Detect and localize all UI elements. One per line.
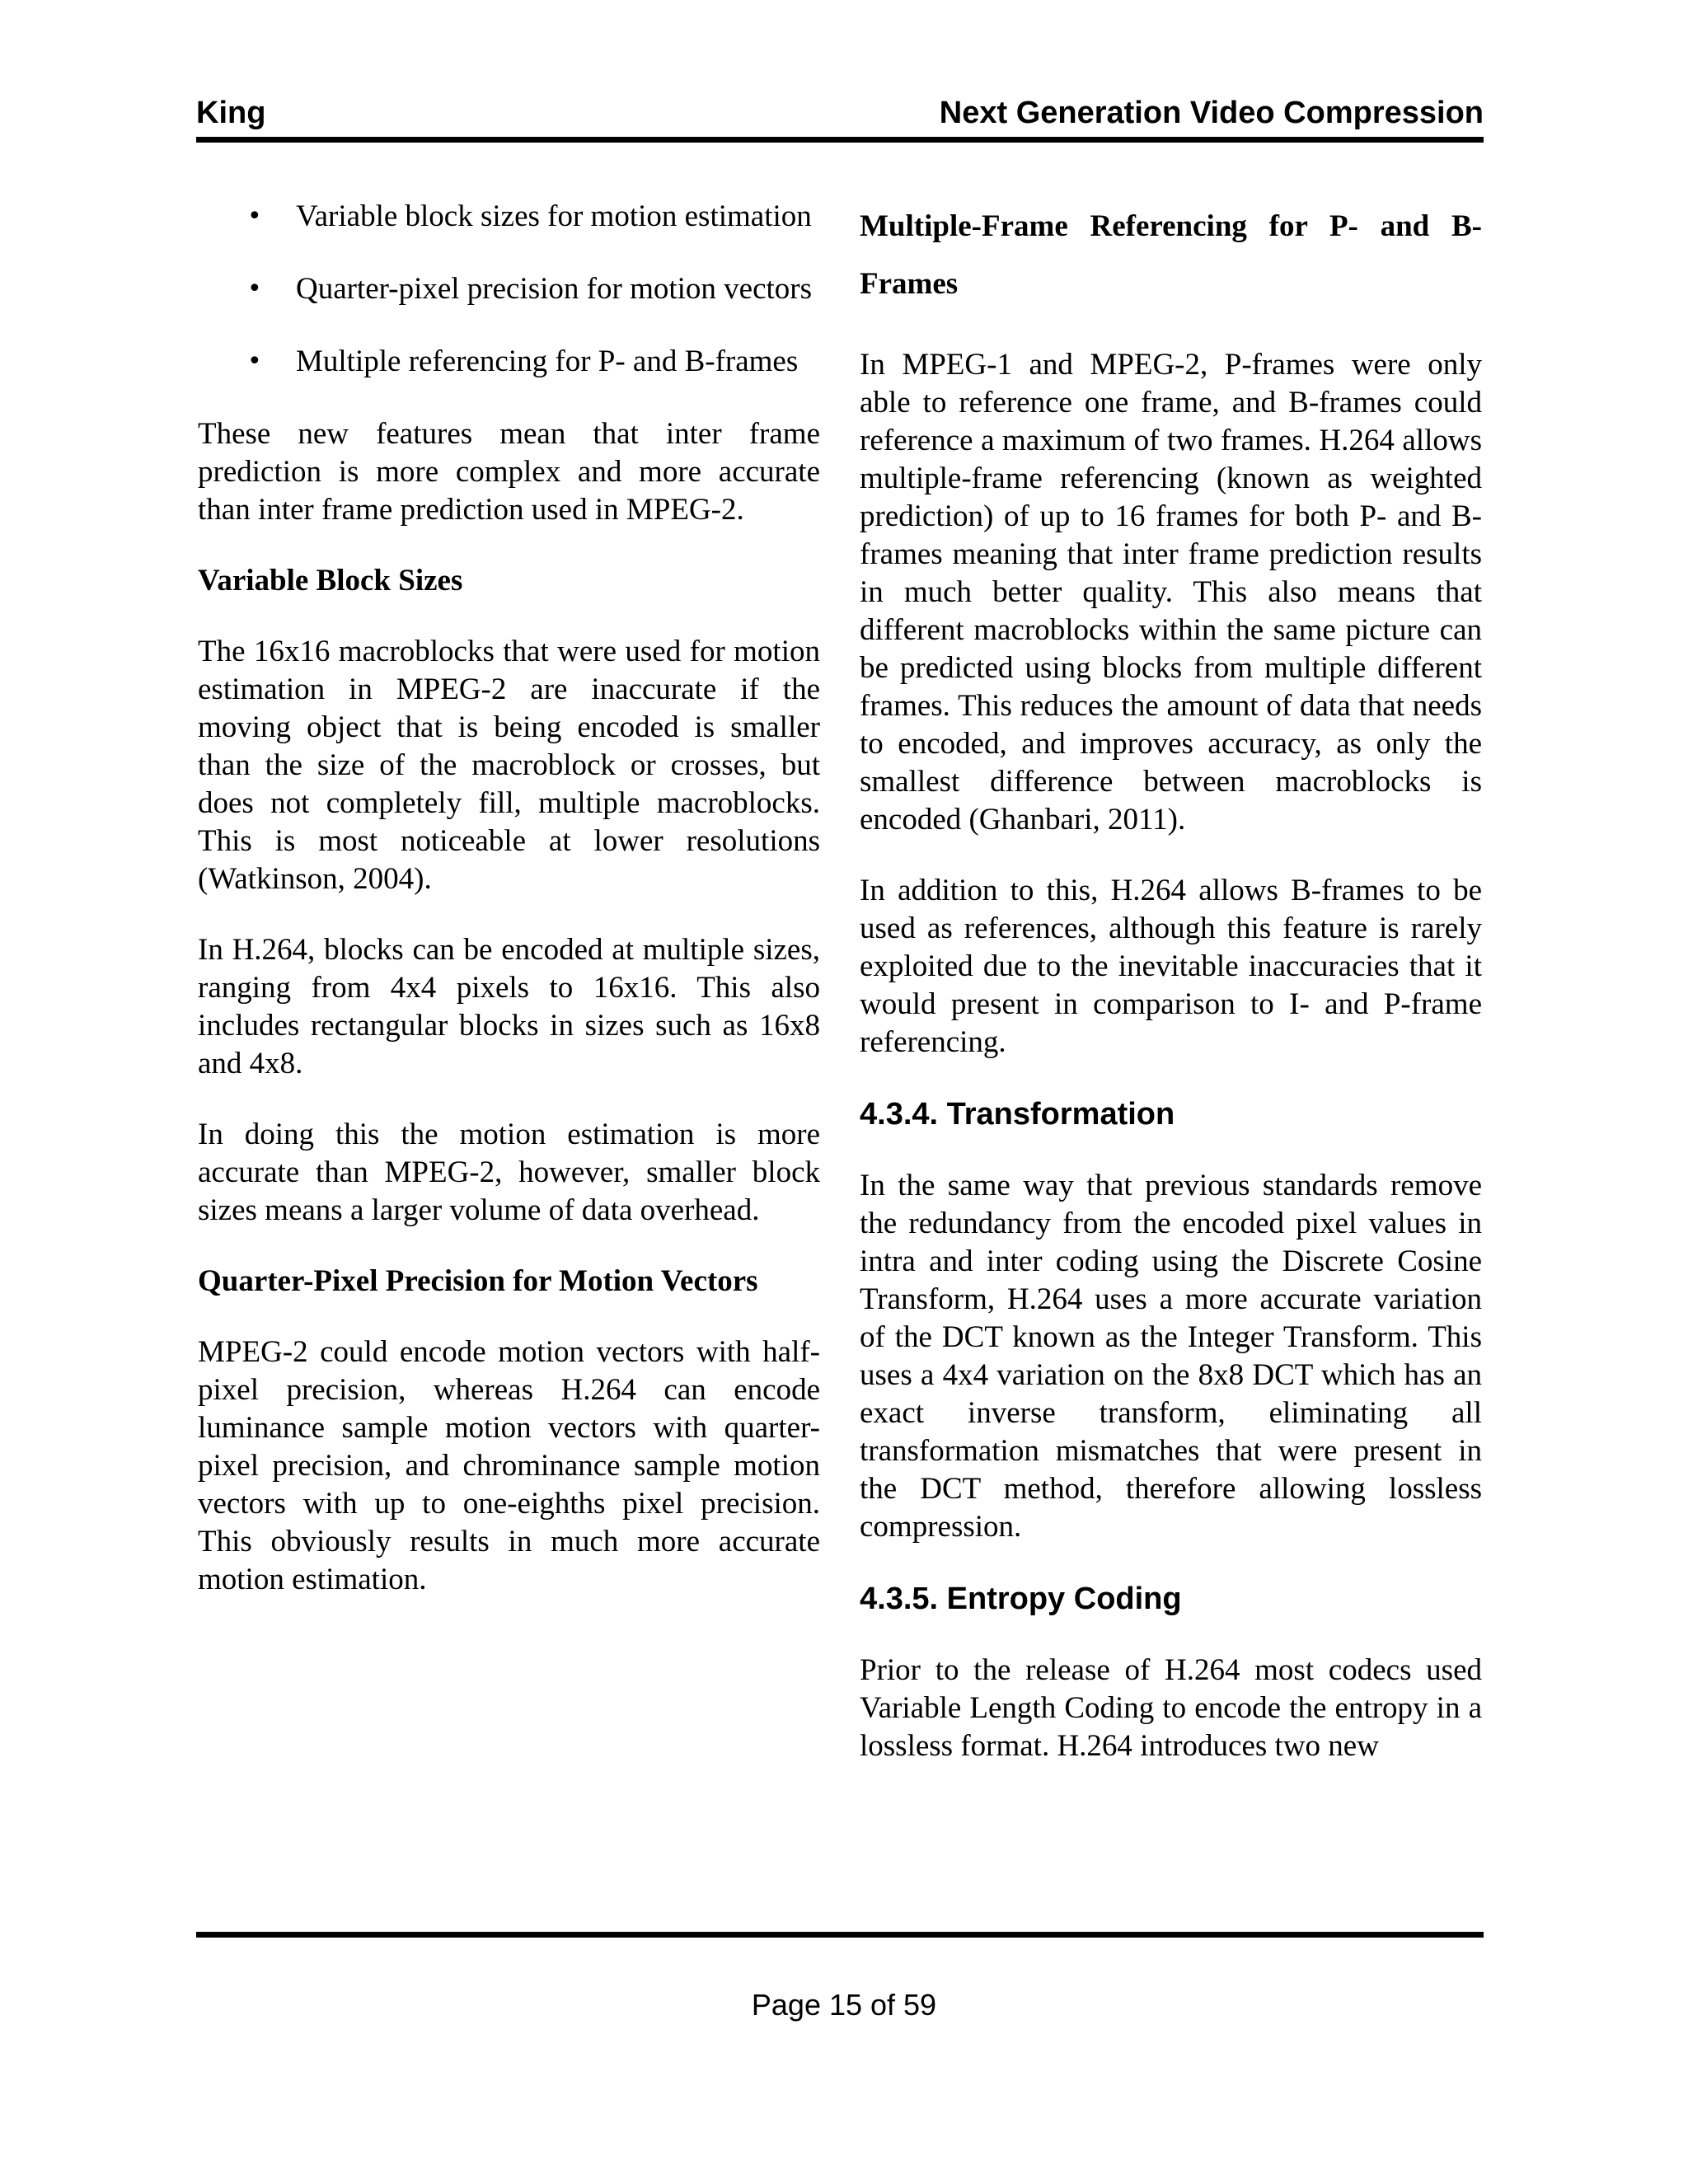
paragraph: In doing this the motion estimation is more accurate than MPEG-2, however, smaller block sizes means a larger volume of data overhead. bbox=[198, 1118, 820, 1227]
bullet-icon: • bbox=[247, 202, 262, 231]
feature-list bbox=[198, 198, 820, 381]
list-item-text: Multiple referencing for P- and B-frames bbox=[296, 344, 799, 378]
section-heading-transformation: 4.3.4. Transformation bbox=[860, 1097, 1175, 1132]
subheading-quarter-pixel: Quarter-Pixel Precision for Motion Vectors bbox=[198, 1264, 758, 1298]
subheading-variable-block-sizes: Variable Block Sizes bbox=[198, 564, 463, 598]
paragraph: Prior to the release of H.264 most codecs used Variable Length Coding to encode the entropy in a lossless format. H.264 introduces two new bbox=[860, 1653, 1482, 1763]
paragraph: In H.264, blocks can be encoded at multiple sizes, ranging from 4x4 pixels to 16x16. This also includes rectangular blocks in sizes such as 16x8 and 4x8. bbox=[198, 933, 820, 1080]
list-item-text: Variable block sizes for motion estimation bbox=[296, 199, 812, 233]
footer-rule bbox=[196, 1932, 1484, 1938]
header-author: King bbox=[196, 96, 266, 130]
section-heading-entropy-coding: 4.3.5. Entropy Coding bbox=[860, 1582, 1182, 1616]
page-header bbox=[196, 96, 1484, 142]
paragraph: In addition to this, H.264 allows B-frames to be used as references, although this feature is rarely exploited due to the inevitable inaccuracies that it would present in comparison to I- and P-frame referencing. bbox=[860, 874, 1482, 1059]
list-item bbox=[198, 270, 820, 308]
list-item-text: Quarter-pixel precision for motion vectors bbox=[296, 272, 813, 306]
paragraph: In the same way that previous standards remove the redundancy from the encoded pixel values in intra and inter coding using the Discrete Cosine Transform, H.264 uses a more accurate variation of the DCT known as the Integer Transform. This uses a 4x4 variation on the 8x8 DCT which has an exact inverse transform, eliminating all transformation mismatches that were present in the DCT method, therefore allowing lossless compression. bbox=[860, 1169, 1482, 1544]
bullet-icon: • bbox=[247, 274, 262, 303]
header-rule bbox=[196, 137, 1484, 143]
list-item bbox=[198, 198, 820, 236]
list-item bbox=[198, 343, 820, 381]
paragraph: The 16x16 macroblocks that were used for motion estimation in MPEG-2 are inaccurate if the moving object that is being encoded is smaller than the size of the macroblock or crosses, but does not completely fill, multiple macroblocks. This is most noticeable at lower resolutions (Watkinson, 2004). bbox=[198, 635, 820, 896]
left-column bbox=[198, 198, 820, 1632]
paragraph: MPEG-2 could encode motion vectors with half-pixel precision, whereas H.264 can encode luminance sample motion vectors with quarter-pixel precision, and chrominance sample motion vectors with up to one-eighths pixel precision. This obviously results in much more accurate motion estimation. bbox=[198, 1335, 820, 1596]
page-number: Page 15 of 59 bbox=[751, 1988, 937, 2022]
subheading-multiple-frame-referencing: Multiple-Frame Referencing for P- and B-Frames bbox=[860, 209, 1482, 301]
bullet-icon: • bbox=[247, 347, 262, 376]
paragraph: These new features mean that inter frame prediction is more complex and more accurate than inter frame prediction used in MPEG-2. bbox=[198, 417, 820, 527]
right-column bbox=[860, 198, 1482, 1798]
paragraph: In MPEG-1 and MPEG-2, P-frames were only able to reference one frame, and B-frames could reference a maximum of two frames. H.264 allows multiple-frame referencing (known as weighted prediction) of up to 16 frames for both P- and B-frames meaning that inter frame prediction results in much better quality. This also means that different macroblocks within the same picture can be predicted using blocks from multiple different frames. This reduces the amount of data that needs to encoded, and improves accuracy, as only the smallest difference between macroblocks is encoded (Ghanbari, 2011). bbox=[860, 348, 1482, 837]
header-title: Next Generation Video Compression bbox=[939, 96, 1484, 130]
